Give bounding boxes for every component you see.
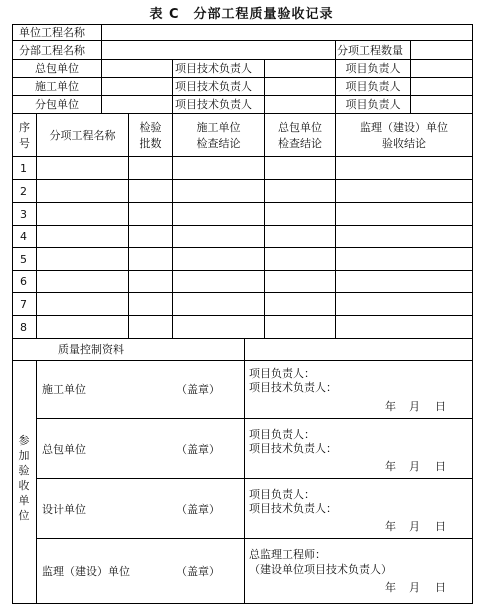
sub-item-count-field[interactable] — [412, 41, 471, 58]
row-number: 3 — [20, 208, 27, 221]
subcontractor-label: 分包单位 — [35, 98, 79, 111]
col-supervisor-2: 验收结论 — [382, 137, 426, 150]
general-contractor-label: 总包单位 — [35, 62, 79, 75]
date-year: 年 — [385, 460, 396, 473]
row-number: 1 — [20, 162, 27, 175]
project-manager-label: 项目负责人 — [345, 62, 401, 75]
unit-project-name-field[interactable] — [103, 25, 471, 39]
unit-project-name-label: 单位工程名称 — [19, 26, 85, 39]
row-number: 4 — [20, 230, 27, 243]
date-year: 年 — [385, 581, 396, 594]
col-contractor-2: 检查结论 — [196, 137, 241, 150]
unit-name: 施工单位 — [42, 383, 86, 396]
col-general-2: 检查结论 — [278, 137, 322, 150]
row-number: 5 — [20, 253, 27, 266]
signer-line-1: 项目负责人： — [249, 488, 315, 501]
date-year: 年 — [385, 400, 396, 413]
date-day: 日 — [435, 400, 446, 413]
date-day: 日 — [435, 581, 446, 594]
signer-line-1: 项目负责人： — [249, 367, 315, 380]
col-seq-2: 号 — [19, 137, 30, 150]
row-number: 8 — [20, 321, 27, 334]
contractor-label: 施工单位 — [35, 80, 79, 93]
table-title: 分部工程质量验收记录 — [193, 7, 334, 22]
project-manager-label: 项目负责人 — [345, 98, 401, 111]
date-year: 年 — [385, 520, 396, 533]
col-supervisor-1: 监理（建设）单位 — [360, 121, 448, 134]
tech-lead-label: 项目技术负责人 — [175, 98, 252, 111]
table-number: 表 C — [149, 7, 180, 22]
col-general-1: 总包单位 — [278, 121, 322, 134]
tech-lead-label: 项目技术负责人 — [175, 80, 252, 93]
signer-line-2: 项目技术负责人： — [249, 442, 337, 455]
unit-name: 监理（建设）单位 — [42, 565, 130, 578]
unit-name: 设计单位 — [42, 503, 86, 516]
seal-label: （盖章） — [176, 565, 220, 578]
signer-line-1: 项目负责人： — [249, 428, 315, 441]
seal-label: （盖章） — [176, 503, 220, 516]
date-day: 日 — [435, 520, 446, 533]
signer-line-2: （建设单位项目技术负责人） — [249, 563, 392, 576]
date-month: 月 — [409, 520, 420, 533]
tech-lead-label: 项目技术负责人 — [175, 62, 252, 75]
participating-units-label: 参 加 验 收 单 位 — [18, 434, 30, 522]
seal-label: （盖章） — [176, 383, 220, 396]
quality-docs-label: 质量控制资料 — [58, 343, 124, 356]
seal-label: （盖章） — [176, 443, 220, 456]
col-seq-1: 序 — [19, 121, 30, 134]
row-number: 2 — [20, 185, 27, 198]
col-sub-item-name: 分项工程名称 — [49, 129, 116, 142]
row-number: 7 — [20, 298, 27, 311]
division-project-name-label: 分部工程名称 — [19, 44, 85, 57]
sub-item-count-label: 分项工程数量 — [337, 44, 403, 57]
project-manager-label: 项目负责人 — [345, 80, 401, 93]
date-month: 月 — [409, 400, 420, 413]
col-contractor-1: 施工单位 — [196, 121, 241, 134]
signer-line-1: 总监理工程师： — [249, 548, 326, 561]
col-batch-2: 批数 — [139, 137, 162, 150]
signer-line-2: 项目技术负责人： — [249, 381, 337, 394]
date-day: 日 — [435, 460, 446, 473]
division-project-name-field[interactable] — [103, 41, 334, 58]
col-batch-1: 检验 — [139, 121, 162, 134]
row-number: 6 — [20, 275, 27, 288]
unit-name: 总包单位 — [42, 443, 86, 456]
date-month: 月 — [409, 581, 420, 594]
signer-line-2: 项目技术负责人： — [249, 502, 337, 515]
date-month: 月 — [409, 460, 420, 473]
